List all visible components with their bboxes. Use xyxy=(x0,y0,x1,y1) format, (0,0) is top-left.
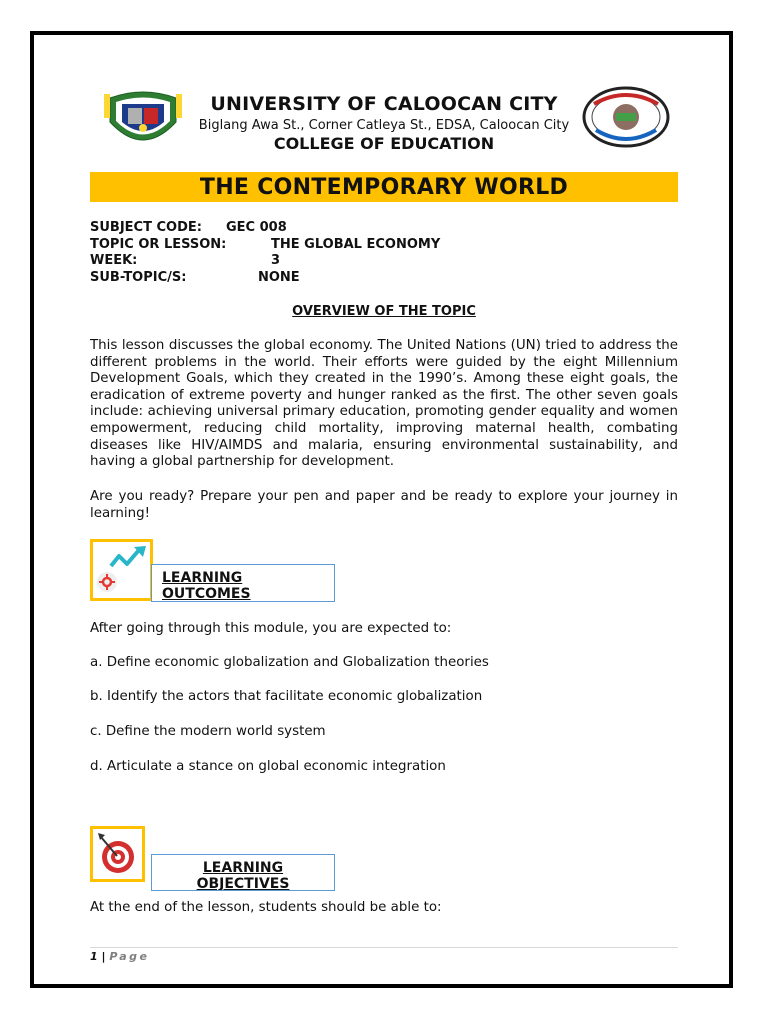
outcomes-intro: After going through this module, you are expected to: xyxy=(90,621,452,636)
subtopic-label: SUB-TOPIC/S: xyxy=(90,269,187,285)
footer-separator: | xyxy=(97,950,110,963)
learning-objectives-label xyxy=(151,854,335,891)
outcome-item-d: d. Articulate a stance on global economic integration xyxy=(90,759,446,774)
page-number: 1 xyxy=(90,950,98,963)
outcome-item-c: c. Define the modern world system xyxy=(90,724,326,739)
week-label: WEEK: xyxy=(90,253,138,268)
objectives-label-line1: LEARNING xyxy=(202,860,284,876)
objectives-intro: At the end of the lesson, students should be able to: xyxy=(90,900,442,915)
subject-code-label: SUBJECT CODE: xyxy=(90,220,202,235)
objectives-label-line2: OBJECTIVES xyxy=(196,876,290,891)
subtopic-value: NONE xyxy=(258,269,300,285)
outcomes-label-line2: OUTCOMES xyxy=(162,586,251,602)
outcomes-label-line1: LEARNING xyxy=(162,570,243,586)
outcome-item-a: a. Define economic globalization and Globalization theories xyxy=(90,655,489,670)
university-seal-logo xyxy=(100,88,186,152)
course-title: THE CONTEMPORARY WORLD xyxy=(90,172,678,202)
learning-outcomes-label xyxy=(151,564,335,602)
page-footer xyxy=(90,950,149,963)
outcome-item-b: b. Identify the actors that facilitate economic globalization xyxy=(90,689,483,704)
overview-paragraph: This lesson discusses the global economy. The United Nations (UN) tried to address the different problems in the world. Their efforts were guided by the eight Millennium Development Goals, which they created in the 1990’s. Among these eight goals, the eradication of extreme poverty and hunger ranked as the first. The other seven goals include: achieving universal primary education, promoting gender equality and women empowerment, reducing child mortality, improving maternal health, combating diseases like HIV/AIMDS and malaria, ensuring environmental sustainability, and having a global partnership for development. xyxy=(90,338,678,470)
footer-rule xyxy=(90,947,678,948)
topic-label: TOPIC OR LESSON: xyxy=(90,236,227,252)
week-value: 3 xyxy=(271,253,281,268)
growth-chart-icon xyxy=(90,539,153,601)
topic-value: THE GLOBAL ECONOMY xyxy=(271,236,441,252)
subject-code-value: GEC 008 xyxy=(226,220,287,235)
readiness-paragraph: Are you ready? Prepare your pen and paper and be ready to explore your journey in learning! xyxy=(90,489,678,521)
page-word: Page xyxy=(109,950,150,963)
target-icon xyxy=(90,826,145,882)
college-name: COLLEGE OF EDUCATION xyxy=(273,134,495,153)
overview-heading: OVERVIEW OF THE TOPIC xyxy=(292,304,476,319)
university-name: UNIVERSITY OF CALOOCAN CITY xyxy=(210,93,558,115)
university-address: Biglang Awa St., Corner Catleya St., EDSA, Caloocan City xyxy=(198,118,570,133)
college-seal-logo xyxy=(582,86,670,148)
